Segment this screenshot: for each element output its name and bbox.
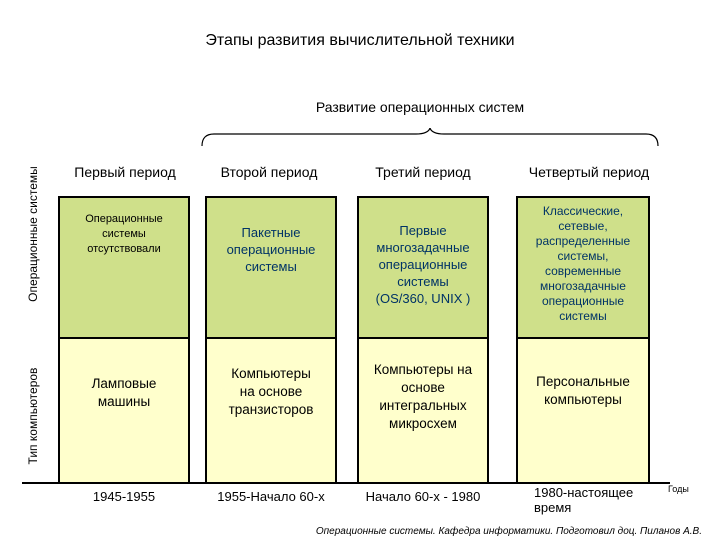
period-2-computer-text: Компьютеры на основе транзисторов [228, 366, 314, 417]
period-1-computer-text: Ламповые машины [91, 376, 157, 409]
row-label-computers: Тип компьютеров [26, 367, 40, 465]
page-title: Этапы развития вычислительной техники [205, 32, 515, 49]
period-1-name: Первый период [74, 164, 176, 180]
time-axis [22, 482, 670, 484]
period-4-os-box [516, 196, 650, 339]
period-3-name: Третий период [375, 164, 471, 180]
brace-shape [200, 128, 660, 148]
period-2-name: Второй период [220, 164, 318, 180]
period-4-dates: 1980-настоящее время [534, 485, 634, 515]
period-1-computer-box [58, 339, 190, 482]
period-2-computer-box [205, 339, 337, 482]
period-4-os-text: Классические, сетевые, распределенные системы, современные многозадачные операционные системы [535, 204, 631, 323]
period-2-os-box [205, 196, 337, 339]
period-1-dates: 1945-1955 [92, 489, 156, 504]
period-4-computer-box [516, 339, 650, 482]
period-3-os-text: Первые многозадачные операционные системы (OS/360, UNIX ) [375, 223, 471, 306]
period-3-computer-box [357, 339, 489, 482]
period-2-os-text: Пакетные операционные системы [226, 225, 316, 274]
period-4-computer-text: Персональные компьютеры [536, 374, 630, 407]
period-3-os-box [357, 196, 489, 339]
axis-label-years: Годы [668, 484, 689, 494]
period-3-dates: Начало 60-х - 1980 [365, 489, 481, 504]
period-1-os-box [58, 196, 190, 339]
row-label-os: Операционные системы [26, 166, 40, 302]
period-4-name: Четвертый период [528, 164, 650, 180]
period-1-os-text: Операционные системы отсутствовали [85, 213, 163, 255]
period-3-computer-text: Компьютеры на основе интегральных микросхем [373, 362, 473, 431]
footer-credit: Операционные системы. Кафедра информатики. Подготовил доц. Пиланов А.В. [315, 526, 702, 537]
os-development-label: Развитие операционных систем [315, 99, 525, 115]
period-2-dates: 1955-Начало 60-х [217, 489, 325, 504]
